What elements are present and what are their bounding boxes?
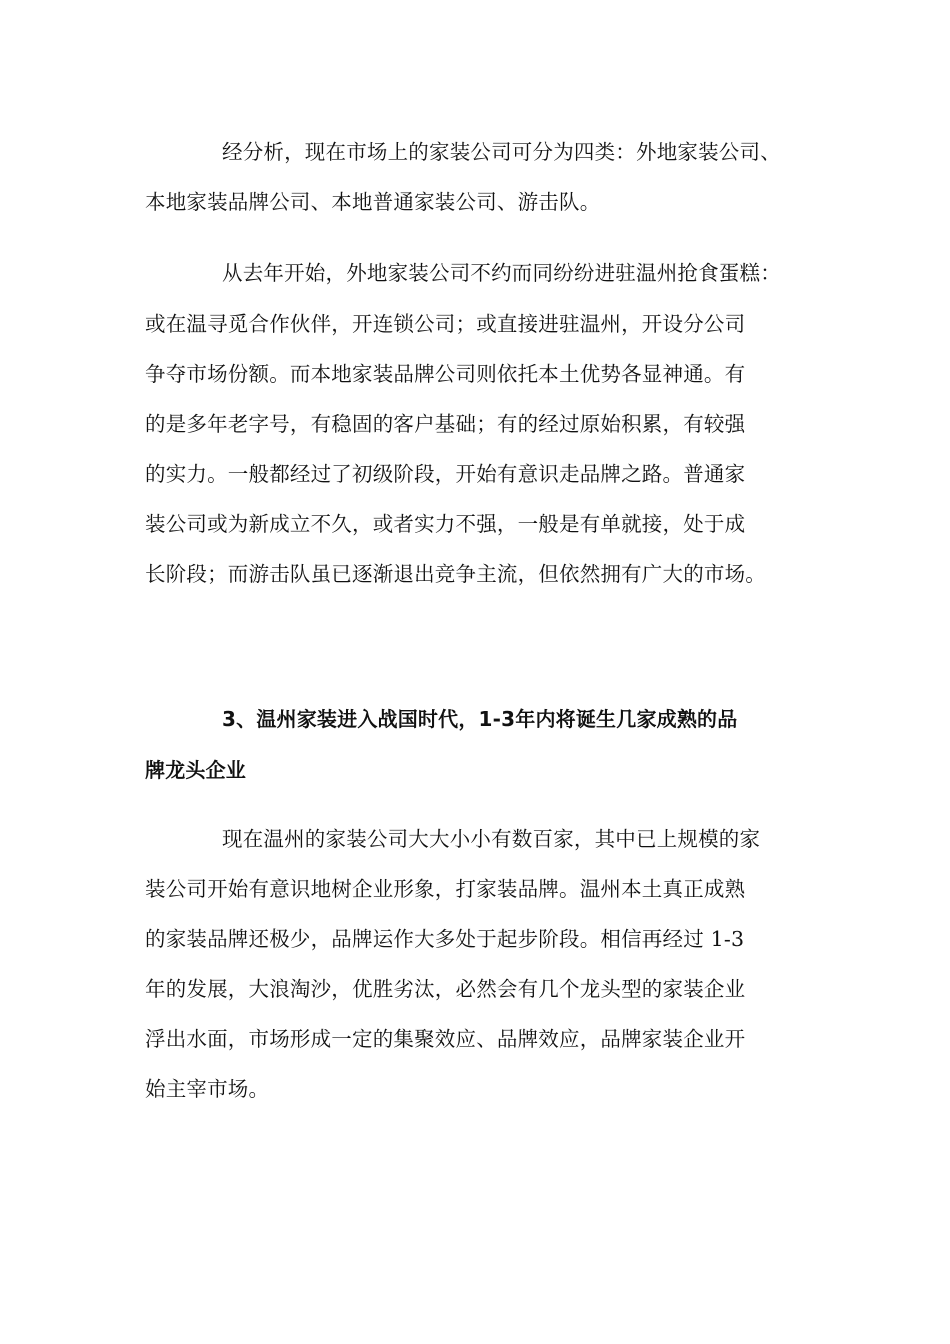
paragraph-line: 或在温寻觅合作伙伴，开连锁公司；或直接进驻温州，开设分公司 bbox=[145, 312, 746, 336]
paragraph-line: 长阶段；而游击队虽已逐渐退出竞争主流，但依然拥有广大的市场。 bbox=[145, 562, 766, 586]
paragraph-line: 现在温州的家装公司大大小小有数百家，其中已上规模的家 bbox=[222, 827, 761, 851]
heading-line: 3、温州家装进入战国时代，1-3年内将诞生几家成熟的品 bbox=[222, 707, 738, 731]
paragraph-line: 经分析，现在市场上的家装公司可分为四类：外地家装公司、 bbox=[222, 140, 781, 164]
paragraph-line: 的家装品牌还极少，品牌运作大多处于起步阶段。相信再经过 1-3 bbox=[145, 927, 745, 951]
paragraph-line: 装公司或为新成立不久，或者实力不强，一般是有单就接，处于成 bbox=[145, 512, 746, 536]
paragraph-line: 从去年开始，外地家装公司不约而同纷纷进驻温州抢食蛋糕： bbox=[222, 261, 781, 285]
paragraph-line: 浮出水面，市场形成一定的集聚效应、品牌效应，品牌家装企业开 bbox=[145, 1027, 746, 1051]
paragraph-line: 本地家装品牌公司、本地普通家装公司、游击队。 bbox=[145, 190, 601, 214]
paragraph-line: 始主宰市场。 bbox=[145, 1077, 270, 1101]
paragraph-line: 的实力。一般都经过了初级阶段，开始有意识走品牌之路。普通家 bbox=[145, 462, 746, 486]
paragraph-line: 的是多年老字号，有稳固的客户基础；有的经过原始积累，有较强 bbox=[145, 412, 746, 436]
heading-line: 牌龙头企业 bbox=[145, 758, 246, 782]
paragraph-line: 年的发展，大浪淘沙，优胜劣汰，必然会有几个龙头型的家装企业 bbox=[145, 977, 746, 1001]
paragraph-line: 争夺市场份额。而本地家装品牌公司则依托本土优势各显神通。有 bbox=[145, 362, 746, 386]
paragraph-line: 装公司开始有意识地树企业形象，打家装品牌。温州本土真正成熟 bbox=[145, 877, 746, 901]
